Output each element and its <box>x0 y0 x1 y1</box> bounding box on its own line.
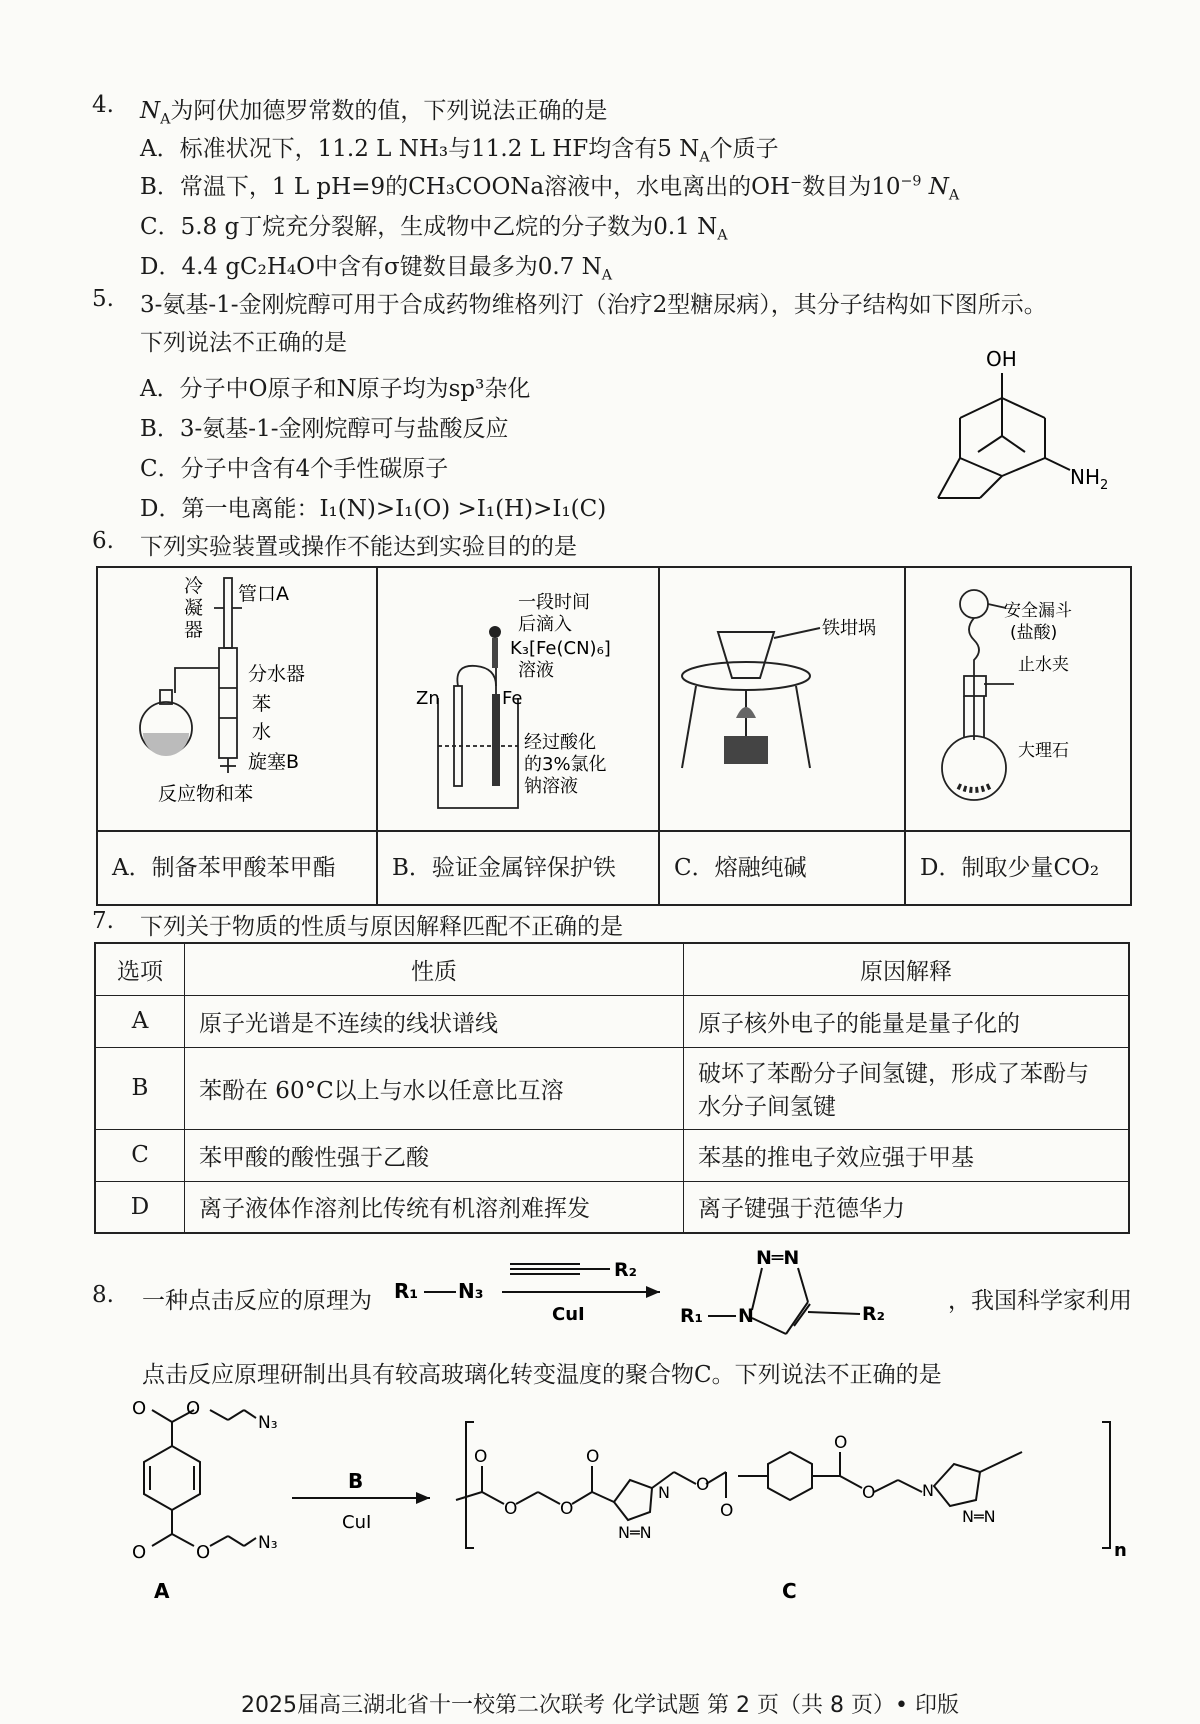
q8-stem-pre: 一种点击反应的原理为 <box>142 1288 372 1314</box>
svg-text:N═N: N═N <box>618 1523 652 1542</box>
svg-text:N₃: N₃ <box>258 1533 278 1553</box>
q8-stem-post: ，我国科学家利用 <box>948 1288 1132 1314</box>
apparatus-b-figure <box>378 568 656 830</box>
q7-number: 7. <box>92 908 114 934</box>
svg-text:(盐酸): (盐酸) <box>1010 623 1058 643</box>
q8-number: 8. <box>92 1282 114 1308</box>
svg-text:N: N <box>658 1483 670 1502</box>
header-option: 选项 <box>95 943 185 995</box>
svg-text:N₃: N₃ <box>458 1279 484 1303</box>
q6-stem: 下列实验装置或操作不能达到实验目的的是 <box>140 534 577 560</box>
svg-text:O: O <box>696 1475 710 1495</box>
svg-text:N═N: N═N <box>962 1507 996 1526</box>
label-c: C <box>782 1579 797 1603</box>
svg-text:管口A: 管口A <box>238 583 289 605</box>
svg-text:钠溶液: 钠溶液 <box>524 776 578 797</box>
svg-text:大理石: 大理石 <box>1018 741 1069 761</box>
page-footer: 2025届高三湖北省十一校第二次联考 化学试题 第 2 页（共 8 页）• 印版 <box>241 1693 959 1718</box>
q7-table <box>94 942 1130 1234</box>
oh-label: OH <box>986 348 1017 371</box>
q4-option-b: B．常温下，1 L pH=9的CH₃COONa溶液中，水电离出的OH⁻数目为$10^{-9}$ $N_A$ <box>140 173 960 204</box>
click-reaction-scheme <box>390 1236 950 1346</box>
svg-text:安全漏斗: 安全漏斗 <box>1004 601 1072 621</box>
q6-cell-c <box>660 568 906 904</box>
apparatus-d-figure <box>906 568 1126 830</box>
svg-text:苯: 苯 <box>252 693 272 715</box>
label-b: B <box>348 1469 364 1493</box>
polymer-synthesis-scheme <box>92 1392 1142 1632</box>
svg-text:R₂: R₂ <box>614 1259 637 1281</box>
svg-text:Zn: Zn <box>416 688 440 709</box>
header-property: 性质 <box>185 943 684 995</box>
svg-text:O: O <box>474 1447 488 1467</box>
table-row: D 离子液体作溶剂比传统有机溶剂难挥发 离子键强于范德华力 <box>95 1181 1129 1233</box>
svg-text:O: O <box>186 1398 201 1419</box>
svg-text:止水夹: 止水夹 <box>1018 655 1069 675</box>
svg-text:后滴入: 后滴入 <box>518 614 572 635</box>
q6-apparatus-table <box>96 566 1132 906</box>
svg-text:K₃[Fe(CN)₆]: K₃[Fe(CN)₆] <box>510 638 611 659</box>
svg-text:O: O <box>834 1433 848 1453</box>
svg-text:N₃: N₃ <box>258 1413 278 1433</box>
table-row: A 原子光谱是不连续的线状谱线 原子核外电子的能量是量子化的 <box>95 995 1129 1047</box>
svg-text:n: n <box>1114 1540 1127 1561</box>
q7-stem: 下列关于物质的性质与原因解释匹配不正确的是 <box>140 914 623 940</box>
q6-caption-c: C．熔融纯碱 <box>660 830 904 904</box>
q5-number: 5. <box>92 286 114 312</box>
svg-text:一段时间: 一段时间 <box>518 592 590 613</box>
q6-number: 6. <box>92 528 114 554</box>
q6-caption-a: A．制备苯甲酸苯甲酯 <box>98 830 376 904</box>
svg-text:O: O <box>862 1483 876 1503</box>
q6-cell-b <box>378 568 660 904</box>
q6-caption-b: B．验证金属锌保护铁 <box>378 830 658 904</box>
svg-text:N: N <box>922 1481 934 1500</box>
svg-text:O: O <box>132 1398 147 1419</box>
svg-text:O: O <box>132 1542 147 1563</box>
svg-text:冷: 冷 <box>184 575 204 597</box>
svg-text:O: O <box>196 1542 211 1563</box>
q5-option-d: D．第一电离能：I₁(N)>I₁(O) >I₁(H)>I₁(C) <box>140 496 607 522</box>
q4-option-c: C．5.8 g丁烷充分裂解，生成物中乙烷的分子数为0.1 $N_A$ <box>140 214 728 244</box>
q4-number: 4. <box>92 92 114 118</box>
q5-option-b: B．3-氨基-1-金刚烷醇可与盐酸反应 <box>140 416 509 442</box>
apparatus-a-figure <box>98 568 374 830</box>
q8-stem-line2: 点击反应原理研制出具有较高玻璃化转变温度的聚合物C。下列说法不正确的是 <box>142 1362 942 1388</box>
q4-option-d: D．4.4 gC₂H₄O中含有σ键数目最多为0.7 $N_A$ <box>140 254 613 284</box>
svg-text:CuI: CuI <box>552 1304 585 1325</box>
svg-text:溶液: 溶液 <box>518 660 554 681</box>
svg-text:R₁: R₁ <box>394 1279 419 1303</box>
svg-text:分水器: 分水器 <box>248 663 306 685</box>
svg-text:O: O <box>586 1447 600 1467</box>
table-header-row <box>95 943 1129 995</box>
apparatus-c-figure <box>660 568 902 830</box>
table-row: B 苯酚在 60°C以上与水以任意比互溶 破坏了苯酚分子间氢键，形成了苯酚与 水分子间氢键 <box>95 1047 1129 1129</box>
q6-caption-d: D．制取少量CO₂ <box>906 830 1130 904</box>
label-a: A <box>154 1579 170 1603</box>
q4-option-a: A．标准状况下，11.2 L NH₃与11.2 L HF均含有5 $N_A$个质子 <box>140 136 779 166</box>
table-row: C 苯甲酸的酸性强于乙酸 苯基的推电子效应强于甲基 <box>95 1129 1129 1181</box>
q4-stem: $N_A$为阿伏加德罗常数的值，下列说法正确的是 <box>140 98 608 128</box>
svg-text:Fe: Fe <box>502 688 523 709</box>
svg-text:N: N <box>738 1305 754 1327</box>
svg-text:经过酸化: 经过酸化 <box>524 732 596 753</box>
svg-text:O: O <box>720 1501 734 1521</box>
header-reason: 原因解释 <box>684 943 1130 995</box>
q5-option-c: C．分子中含有4个手性碳原子 <box>140 456 449 482</box>
q5-option-a: A．分子中O原子和N原子均为sp³杂化 <box>140 376 531 402</box>
svg-text:旋塞B: 旋塞B <box>248 751 300 773</box>
q5-stem-line1: 3-氨基-1-金刚烷醇可用于合成药物维格列汀（治疗2型糖尿病），其分子结构如下图所示。 <box>140 292 1047 318</box>
svg-text:R₂: R₂ <box>862 1303 885 1325</box>
svg-text:反应物和苯: 反应物和苯 <box>158 783 254 805</box>
q6-cell-a <box>98 568 378 904</box>
svg-text:N═N: N═N <box>756 1247 800 1269</box>
svg-text:O: O <box>560 1499 574 1519</box>
svg-text:O: O <box>504 1499 518 1519</box>
q5-stem-line2: 下列说法不正确的是 <box>140 330 347 356</box>
svg-text:R₁: R₁ <box>680 1305 703 1327</box>
svg-text:水: 水 <box>252 721 272 743</box>
q6-cell-d <box>906 568 1130 904</box>
adamantanol-structure <box>920 348 1120 508</box>
svg-text:凝: 凝 <box>184 597 204 619</box>
svg-text:CuI: CuI <box>342 1512 372 1533</box>
svg-text:的3%氯化: 的3%氯化 <box>524 754 607 775</box>
svg-text:铁坩埚: 铁坩埚 <box>822 618 876 639</box>
svg-text:器: 器 <box>184 619 204 641</box>
nh2-label: $NH_2$ <box>1070 465 1109 493</box>
